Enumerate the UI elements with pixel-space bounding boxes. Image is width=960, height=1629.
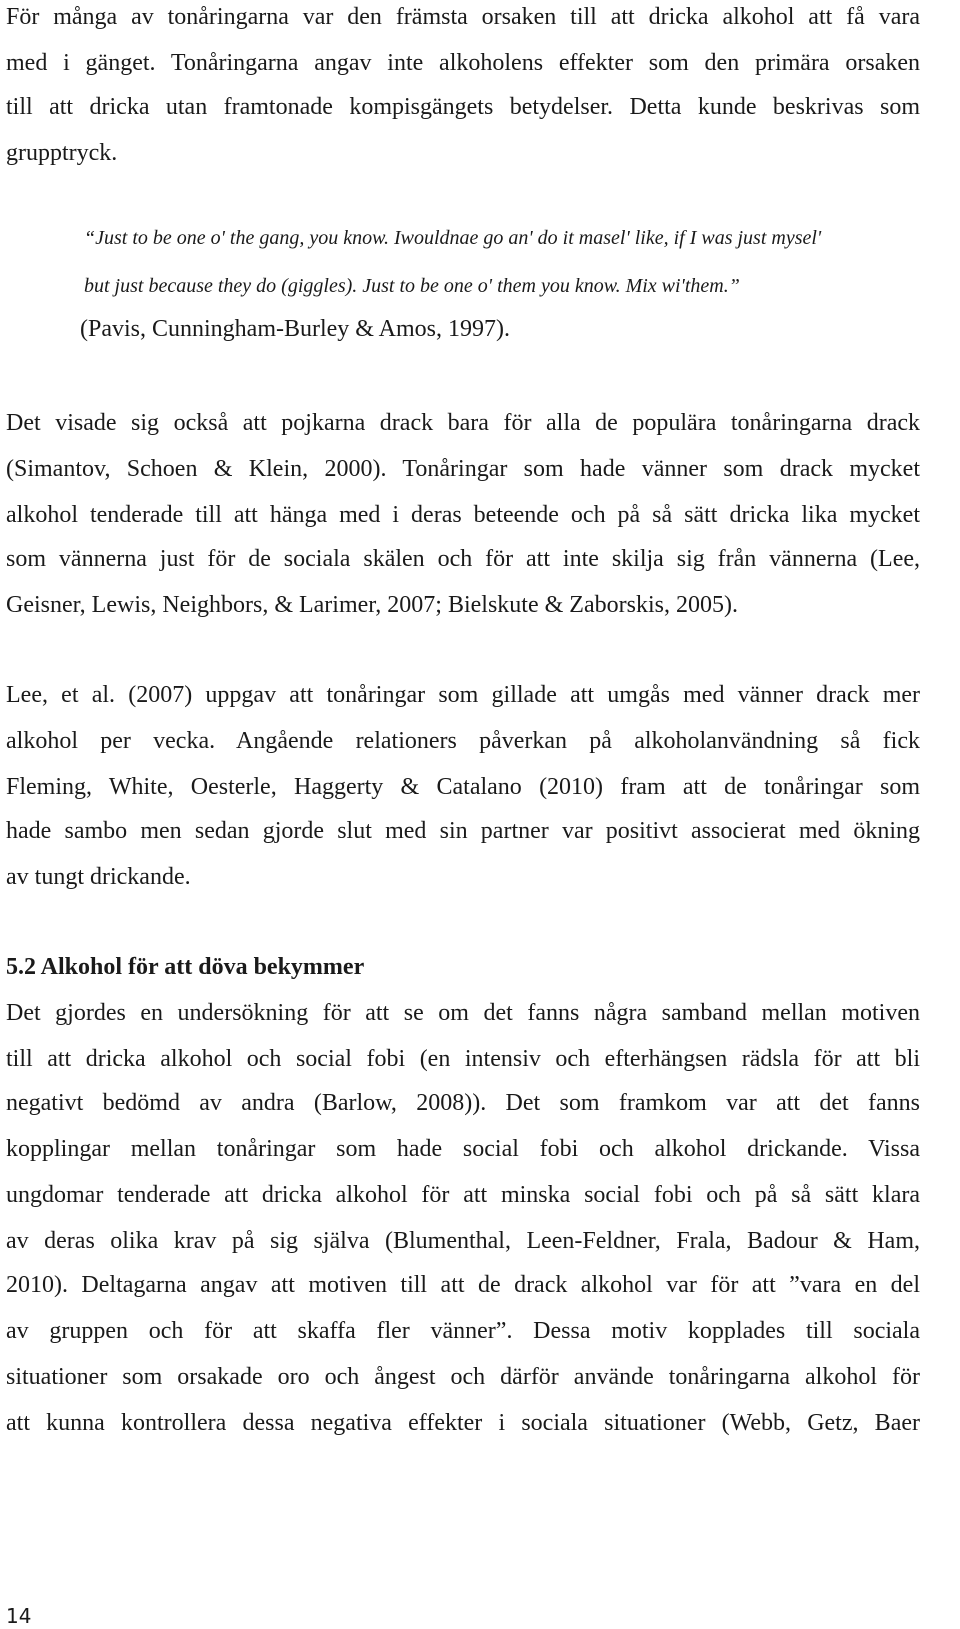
paragraph-4-line-4: kopplingar mellan tonåringar som hade social fobi och alkohol drickande. Vissa — [6, 1136, 920, 1162]
block-quote-line-2: but just because they do (giggles). Just to be one o' them you know. Mix wi'them.” — [84, 275, 740, 297]
paragraph-1-line-2: med i gänget. Tonåringarna angav inte alkoholens effekter som den primära orsaken — [6, 50, 920, 76]
page-number: 14 — [6, 1604, 32, 1628]
block-quote-citation: (Pavis, Cunningham-Burley & Amos, 1997). — [80, 316, 510, 342]
block-quote-line-1: “Just to be one o' the gang, you know. Iwouldnae go an' do it masel' like, if I was just mysel' — [84, 227, 822, 249]
paragraph-3-line-5: av tungt drickande. — [6, 864, 191, 890]
paragraph-1-line-3: till att dricka utan framtonade kompisgängets betydelser. Detta kunde beskrivas som — [6, 94, 920, 120]
paragraph-3-line-4: hade sambo men sedan gjorde slut med sin partner var positivt associerat med ökning — [6, 818, 920, 844]
paragraph-4-line-3: negativt bedömd av andra (Barlow, 2008)). Det som framkom var att det fanns — [6, 1090, 920, 1116]
paragraph-4-line-6: av deras olika krav på sig själva (Blumenthal, Leen-Feldner, Frala, Badour & Ham, — [6, 1228, 920, 1254]
paragraph-1-line-1: För många av tonåringarna var den främsta orsaken till att dricka alkohol att få vara — [6, 4, 920, 30]
paragraph-4-line-1: Det gjordes en undersökning för att se om det fanns några samband mellan motiven — [6, 1000, 920, 1026]
paragraph-2-line-4: som vännerna just för de sociala skälen och för att inte skilja sig från vännerna (Lee, — [6, 546, 920, 572]
paragraph-4-line-10: att kunna kontrollera dessa negativa effekter i sociala situationer (Webb, Getz, Baer — [6, 1410, 920, 1436]
paragraph-1-line-4: grupptryck. — [6, 140, 118, 166]
paragraph-4-line-5: ungdomar tenderade att dricka alkohol för att minska social fobi och på så sätt klara — [6, 1182, 920, 1208]
paragraph-3-line-1: Lee, et al. (2007) uppgav att tonåringar som gillade att umgås med vänner drack mer — [6, 682, 920, 708]
paragraph-2-line-5: Geisner, Lewis, Neighbors, & Larimer, 2007; Bielskute & Zaborskis, 2005). — [6, 592, 738, 618]
paragraph-3-line-2: alkohol per vecka. Angående relationers påverkan på alkoholanvändning så fick — [6, 728, 920, 754]
paragraph-2-line-3: alkohol tenderade till att hänga med i deras beteende och på så sätt dricka lika mycket — [6, 502, 920, 528]
section-heading: 5.2 Alkohol för att döva bekymmer — [6, 954, 365, 980]
paragraph-4-line-7: 2010). Deltagarna angav att motiven till att de drack alkohol var för att ”vara en del — [6, 1272, 920, 1298]
paragraph-2-line-2: (Simantov, Schoen & Klein, 2000). Tonåringar som hade vänner som drack mycket — [6, 456, 920, 482]
paragraph-4-line-9: situationer som orsakade oro och ångest och därför använde tonåringarna alkohol för — [6, 1364, 920, 1390]
paragraph-4-line-2: till att dricka alkohol och social fobi (en intensiv och efterhängsen rädsla för att bli — [6, 1046, 920, 1072]
paragraph-4-line-8: av gruppen och för att skaffa fler vänner”. Dessa motiv kopplades till sociala — [6, 1318, 920, 1344]
paragraph-3-line-3: Fleming, White, Oesterle, Haggerty & Catalano (2010) fram att de tonåringar som — [6, 774, 920, 800]
paragraph-2-line-1: Det visade sig också att pojkarna drack bara för alla de populära tonåringarna drack — [6, 410, 920, 436]
